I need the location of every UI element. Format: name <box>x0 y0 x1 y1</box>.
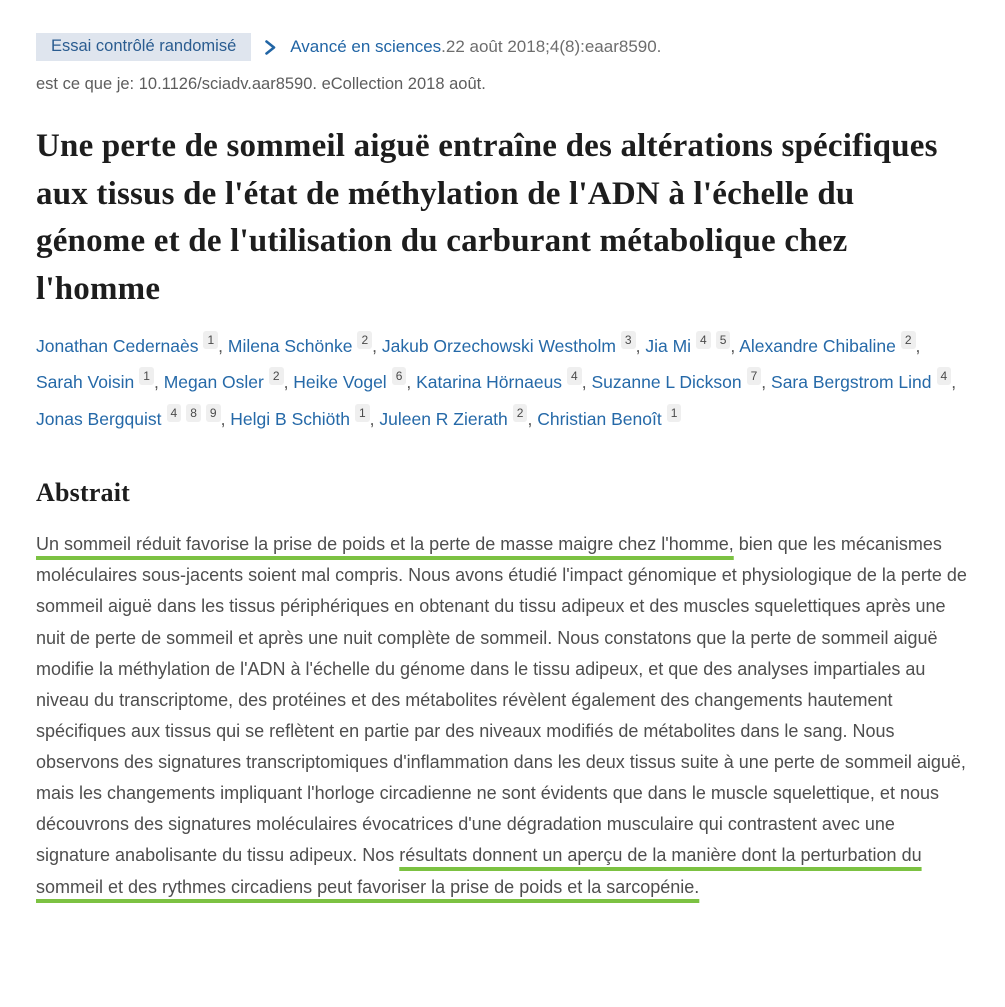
article-title: Une perte de sommeil aiguë entraîne des altérations spécifiques aux tissus de l'état de méthylation de l'ADN à l'échelle du génome et de l'utilisation du carburant métabolique chez l'homme <box>36 128 938 307</box>
affiliation-number[interactable]: 4 <box>937 367 952 385</box>
author-link[interactable]: Helgi B Schiöth <box>230 408 350 429</box>
author-separator: , <box>730 336 740 357</box>
author-link[interactable]: Sara Bergstrom Lind <box>771 372 932 393</box>
author-separator: , <box>218 336 228 357</box>
affiliation-number[interactable]: 1 <box>667 404 682 422</box>
author-link[interactable]: Juleen R Zierath <box>379 408 508 429</box>
author-link[interactable]: Jonas Bergquist <box>36 408 162 429</box>
author-item <box>227 333 372 357</box>
author-link[interactable]: Sarah Voisin <box>36 372 135 393</box>
affiliation-number[interactable]: 1 <box>203 331 218 349</box>
author-link[interactable]: Katarina Hörnaeus <box>416 372 563 393</box>
highlighted-sentence: résultats donnent un aperçu de la manière dont la perturbation du sommeil et des rythmes circadiens peut favoriser la prise de poids et la sarcopénie. <box>36 845 922 897</box>
author-item <box>645 333 730 357</box>
authors-list <box>36 328 966 437</box>
author-separator: , <box>153 372 164 393</box>
affiliation-number[interactable]: 5 <box>716 331 731 349</box>
author-item <box>591 369 761 393</box>
journal-link[interactable]: Avancé en sciences <box>290 37 442 56</box>
author-link[interactable]: Alexandre Chibaline <box>739 336 896 357</box>
author-item <box>381 333 636 357</box>
author-link[interactable]: Jakub Orzechowski Westholm <box>381 336 616 357</box>
author-item <box>416 369 582 393</box>
abstract-sentence: bien que les mécanismes moléculaires sous-jacents soient mal compris. Nous avons étudié l'impact génomique et physiologique de la perte de sommeil aiguë dans les tissus périphériques en obtenant du tissu adipeux et des muscles squelettiques après une nuit de perte de sommeil et après une nuit complète de sommeil. Nous constatons que la perte de sommeil aiguë modifie la méthylation de l'ADN à l'échelle du génome dans le tissu adipeux, et que des analyses impartiales au niveau du transcriptome, des protéines et des métabolites révèlent également des changements hautement spécifiques aux tissus qui se reflètent en partie par des niveaux modifiés de métabolites dans le sang. Nous observons des signatures transcriptomiques d'inflammation dans les deux tissus suite à une perte de sommeil aiguë, mais les changements impliquant l'horloge circadienne ne sont évidents que dans le muscle squelettique, et nous découvrons des signatures moléculaires évocatrices d'une dégradation musculaire qui contrastent avec une signature anabolisante du tissu adipeux. Nos <box>36 534 967 866</box>
publication-type-badge[interactable]: Essai contrôlé randomisé <box>36 33 251 61</box>
author-item <box>739 333 915 357</box>
affiliation-number[interactable]: 2 <box>357 331 372 349</box>
author-separator: , <box>527 408 538 429</box>
author-item <box>36 405 221 429</box>
affiliation-number[interactable]: 4 <box>696 331 711 349</box>
affiliation-number[interactable]: 2 <box>269 367 284 385</box>
author-separator: , <box>406 372 417 393</box>
author-link[interactable]: Megan Osler <box>163 372 264 393</box>
affiliation-number[interactable]: 7 <box>747 367 762 385</box>
author-item <box>163 369 284 393</box>
author-item <box>293 369 406 393</box>
author-item <box>230 405 369 429</box>
abstract-heading: Abstrait <box>36 478 131 508</box>
affiliation-number[interactable]: 9 <box>206 404 221 422</box>
author-link[interactable]: Jia Mi <box>645 336 692 357</box>
affiliation-number[interactable]: 4 <box>167 404 182 422</box>
affiliation-number[interactable]: 1 <box>139 367 154 385</box>
author-link[interactable]: Jonathan Cedernaès <box>36 336 199 357</box>
abstract-text <box>36 529 969 903</box>
author-separator: , <box>915 336 921 357</box>
author-separator: , <box>581 372 592 393</box>
author-link[interactable]: Suzanne L Dickson <box>591 372 742 393</box>
author-item <box>771 369 951 393</box>
author-separator: , <box>220 408 231 429</box>
author-item <box>537 405 681 429</box>
doi-line: est ce que je: 10.1126/sciadv.aar8590. eCollection 2018 août. <box>36 75 486 93</box>
article-meta-row <box>36 33 969 61</box>
chevron-right-icon <box>264 39 277 56</box>
affiliation-number[interactable]: 1 <box>355 404 370 422</box>
affiliation-number[interactable]: 6 <box>392 367 407 385</box>
author-separator: , <box>761 372 772 393</box>
author-link[interactable]: Milena Schönke <box>227 336 353 357</box>
author-separator: , <box>283 372 294 393</box>
affiliation-number[interactable]: 2 <box>901 331 916 349</box>
highlighted-sentence: Un sommeil réduit favorise la prise de poids et la perte de masse maigre chez l'homme, <box>36 534 734 555</box>
author-item <box>36 369 154 393</box>
author-item <box>379 405 527 429</box>
author-separator: , <box>369 408 380 429</box>
journal-citation <box>290 37 661 57</box>
author-item <box>36 333 218 357</box>
author-link[interactable]: Heike Vogel <box>293 372 387 393</box>
author-separator: , <box>951 372 957 393</box>
author-link[interactable]: Christian Benoît <box>537 408 662 429</box>
citation-text: .22 août 2018;4(8):eaar8590. <box>441 37 662 56</box>
affiliation-number[interactable]: 2 <box>513 404 528 422</box>
affiliation-number[interactable]: 3 <box>621 331 636 349</box>
affiliation-number[interactable]: 8 <box>186 404 201 422</box>
author-separator: , <box>635 336 646 357</box>
author-separator: , <box>372 336 382 357</box>
affiliation-number[interactable]: 4 <box>567 367 582 385</box>
